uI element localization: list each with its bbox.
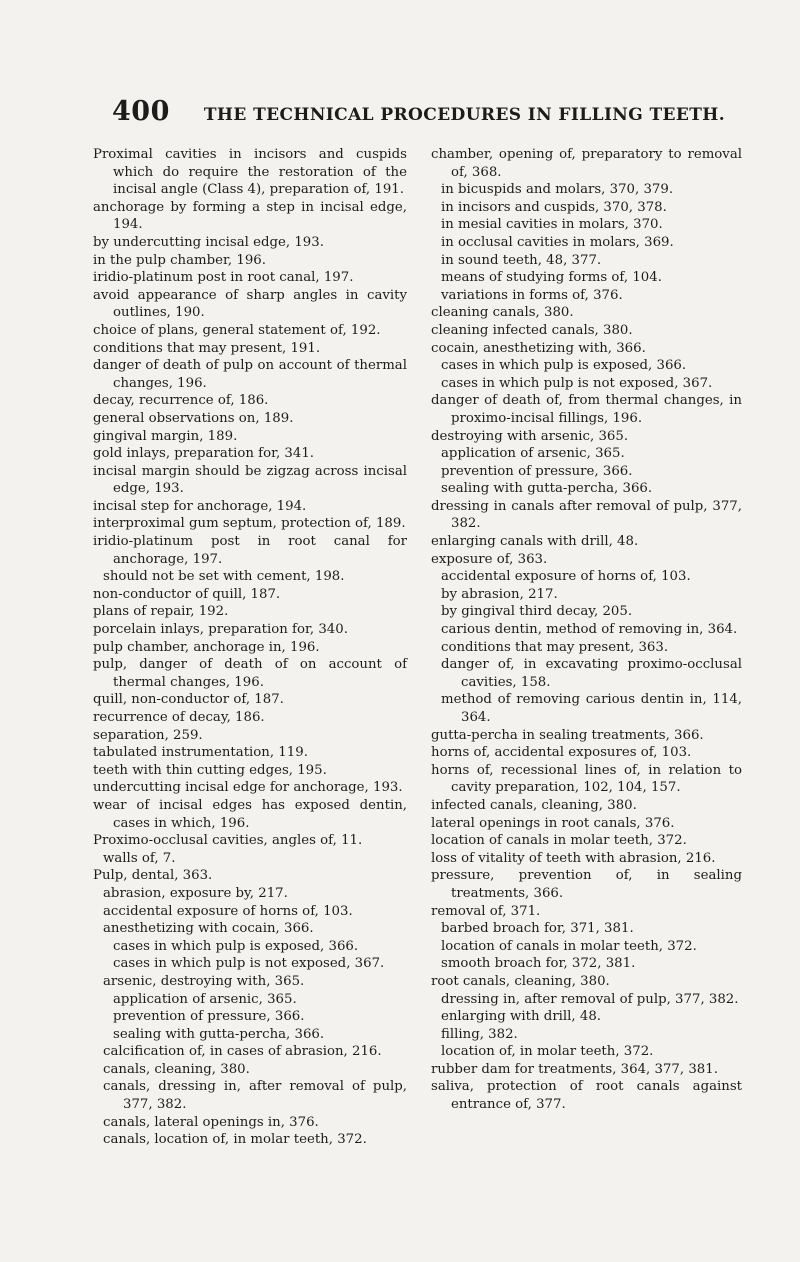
index-entry: carious dentin, method of removing in, 364.	[441, 622, 738, 638]
index-entry: accidental exposure of horns of, 103.	[441, 569, 691, 585]
index-entry: conditions that may present, 363.	[441, 639, 669, 655]
index-entry: root canals, cleaning, 380.	[431, 973, 610, 989]
index-entry: porcelain inlays, preparation for, 340.	[93, 622, 348, 638]
index-entry: destroying with arsenic, 365.	[431, 428, 629, 444]
index-entry: horns of, recessional lines of, in relation to cavity preparation, 102, 104, 157.	[431, 762, 742, 796]
index-entry: by abrasion, 217.	[441, 586, 558, 602]
index-entry: quill, non-conductor of, 187.	[93, 692, 284, 708]
index-entry: sealing with gutta-percha, 366.	[113, 1026, 325, 1042]
index-entry: in mesial cavities in molars, 370.	[441, 217, 663, 233]
index-entry: prevention of pressure, 366.	[441, 463, 633, 479]
index-entry: lateral openings in root canals, 376.	[431, 815, 675, 831]
index-entry: iridio-platinum post in root canal for anchorage, 197.	[93, 534, 407, 567]
index-entry: abrasion, exposure by, 217.	[103, 885, 288, 901]
index-entry: gutta-percha in sealing treatments, 366.	[431, 727, 704, 743]
index-entry: cleaning canals, 380.	[431, 305, 574, 321]
index-entry: in incisors and cuspids, 370, 378.	[441, 199, 667, 215]
index-entry: smooth broach for, 372, 381.	[441, 956, 636, 972]
index-entry: non-conductor of quill, 187.	[93, 586, 281, 602]
index-entry: in occlusal cavities in molars, 369.	[441, 234, 674, 250]
index-entry: exposure of, 363.	[431, 551, 548, 567]
index-entry: saliva, protection of root canals against entrance of, 377.	[431, 1079, 742, 1113]
index-entry: plans of repair, 192.	[93, 604, 229, 620]
index-entry: pulp, danger of death of on account of thermal changes, 196.	[93, 657, 407, 690]
index-entry: cases in which pulp is not exposed, 367.	[113, 956, 385, 972]
index-entry: teeth with thin cutting edges, 195.	[93, 762, 327, 778]
index-entry: accidental exposure of horns of, 103.	[103, 903, 353, 919]
index-entry: chamber, opening of, preparatory to removal of, 368.	[431, 147, 742, 180]
index-entry: incisal step for anchorage, 194.	[93, 498, 307, 514]
index-entry: should not be set with cement, 198.	[103, 569, 345, 585]
index-entry: recurrence of decay, 186.	[93, 710, 265, 725]
index-entry: walls of, 7.	[103, 850, 176, 866]
index-entry: variations in forms of, 376.	[441, 287, 623, 303]
index-entry: in the pulp chamber, 196.	[93, 252, 266, 268]
index-entry: application of arsenic, 365.	[113, 991, 297, 1007]
index-entry: enlarging with drill, 48.	[441, 1009, 602, 1025]
index-column-left	[93, 146, 407, 1149]
index-entry: location of canals in molar teeth, 372.	[441, 938, 697, 954]
index-entry: undercutting incisal edge for anchorage, 193.	[93, 780, 403, 796]
index-entry: danger of death of pulp on account of thermal changes, 196.	[93, 358, 407, 391]
index-entry: dressing in canals after removal of pulp, 377, 382.	[431, 498, 742, 532]
index-entry: location of, in molar teeth, 372.	[441, 1044, 654, 1060]
index-entry: avoid appearance of sharp angles in cavity outlines, 190.	[93, 287, 407, 321]
index-entry: enlarging canals with drill, 48.	[431, 534, 639, 550]
index-entry: Proximo-occlusal cavities, angles of, 11.	[93, 833, 363, 849]
index-entry: cases in which pulp is exposed, 366.	[113, 938, 359, 954]
index-entry: removal of, 371.	[431, 903, 541, 919]
index-entry: dressing in, after removal of pulp, 377, 382.	[441, 991, 739, 1007]
index-entry: cleaning infected canals, 380.	[431, 322, 633, 338]
index-entry: wear of incisal edges has exposed dentin, cases in which, 196.	[93, 797, 407, 831]
page-header	[112, 96, 732, 136]
index-entry: cases in which pulp is not exposed, 367.	[441, 375, 713, 391]
index-entry: choice of plans, general statement of, 192.	[93, 322, 381, 338]
index-entry: conditions that may present, 191.	[93, 340, 321, 356]
index-entry: by undercutting incisal edge, 193.	[93, 234, 324, 250]
index-entry: prevention of pressure, 366.	[113, 1009, 305, 1025]
index-entry: canals, lateral openings in, 376.	[103, 1114, 319, 1130]
index-entry: pressure, prevention of, in sealing treatments, 366.	[431, 868, 742, 901]
index-entry: gingival margin, 189.	[93, 428, 238, 444]
index-entry: arsenic, destroying with, 365.	[103, 973, 305, 989]
index-entry: separation, 259.	[93, 727, 203, 743]
index-entry: danger of death of, from thermal changes, in proximo-incisal fillings, 196.	[431, 393, 742, 426]
index-entry: general observations on, 189.	[93, 410, 294, 426]
index-entry: Proximal cavities in incisors and cuspids which do require the restoration of the incisal angle (Class 4), preparation of, 191.	[93, 147, 407, 198]
index-entry: by gingival third decay, 205.	[441, 604, 633, 620]
index-entry: sealing with gutta-percha, 366.	[441, 481, 653, 497]
running-title: THE TECHNICAL PROCEDURES IN FILLING TEETH.	[203, 105, 726, 125]
index-entry: pulp chamber, anchorage in, 196.	[93, 639, 320, 655]
index-entry: decay, recurrence of, 186.	[93, 393, 269, 409]
index-entry: horns of, accidental exposures of, 103.	[431, 745, 692, 761]
index-entry: rubber dam for treatments, 364, 377, 381.	[431, 1061, 718, 1077]
index-entry: cocain, anesthetizing with, 366.	[431, 340, 646, 356]
index-entry: anchorage by forming a step in incisal edge, 194.	[93, 199, 407, 233]
index-entry: tabulated instrumentation, 119.	[93, 745, 308, 761]
index-entry: canals, dressing in, after removal of pulp, 377, 382.	[103, 1079, 407, 1113]
index-entry: canals, cleaning, 380.	[103, 1061, 250, 1077]
index-entry: method of removing carious dentin in, 114, 364.	[441, 692, 742, 725]
index-entry: loss of vitality of teeth with abrasion, 216.	[431, 850, 716, 866]
index-entry: interproximal gum septum, protection of, 189.	[93, 516, 406, 532]
index-entry: calcification of, in cases of abrasion, 216.	[103, 1044, 382, 1060]
index-entry: filling, 382.	[441, 1026, 518, 1042]
index-entry: iridio-platinum post in root canal, 197.	[93, 270, 354, 286]
index-entry: danger of, in excavating proximo-occlusal cavities, 158.	[441, 657, 742, 690]
index-entry: Pulp, dental, 363.	[93, 868, 213, 884]
index-entry: infected canals, cleaning, 380.	[431, 797, 637, 813]
index-entry: application of arsenic, 365.	[441, 446, 625, 462]
index-entry: barbed broach for, 371, 381.	[441, 921, 634, 937]
index-entry: canals, location of, in molar teeth, 372.	[103, 1132, 367, 1148]
index-entry: gold inlays, preparation for, 341.	[93, 446, 315, 462]
index-entry: cases in which pulp is exposed, 366.	[441, 358, 687, 374]
index-entry: anesthetizing with cocain, 366.	[103, 921, 314, 937]
index-entry: incisal margin should be zigzag across incisal edge, 193.	[93, 463, 407, 497]
index-entry: in bicuspids and molars, 370, 379.	[441, 182, 674, 198]
index-column-right	[431, 146, 742, 1114]
index-entry: location of canals in molar teeth, 372.	[431, 833, 687, 849]
index-entry: in sound teeth, 48, 377.	[441, 252, 602, 268]
page-number: 400	[112, 96, 170, 127]
index-entry: means of studying forms of, 104.	[441, 270, 662, 286]
